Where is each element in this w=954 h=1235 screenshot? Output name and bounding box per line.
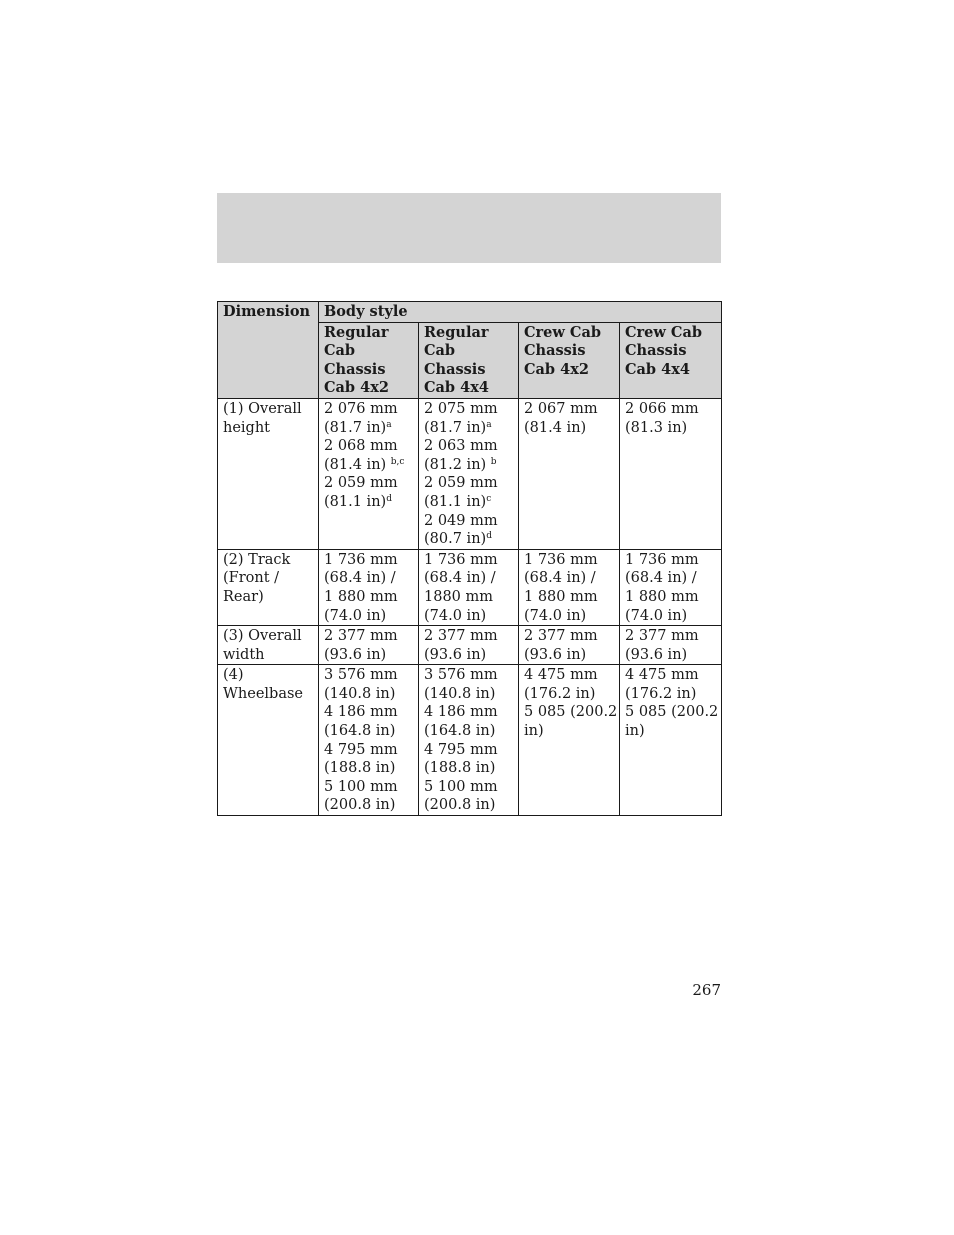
row-label-line: (Front / bbox=[223, 570, 280, 587]
cell-value: (81.1 in) bbox=[424, 493, 487, 510]
cell-value: 4 186 mm bbox=[424, 704, 498, 721]
table-row bbox=[218, 626, 722, 665]
table-body bbox=[218, 398, 722, 815]
cell-value: (68.4 in) / bbox=[324, 570, 396, 587]
cell-value: (200.8 in) bbox=[324, 797, 396, 814]
cell-value: 2 068 mm bbox=[324, 438, 398, 455]
cell-value: 2 076 mm bbox=[324, 400, 398, 417]
cell-value: (200.8 in) bbox=[424, 797, 496, 814]
cell-value: 1 880 mm bbox=[324, 588, 398, 605]
cell-line bbox=[625, 666, 717, 685]
row-label-line: height bbox=[223, 419, 271, 436]
table-cell bbox=[519, 549, 620, 625]
table-cell bbox=[319, 626, 419, 665]
cell-line bbox=[625, 607, 717, 626]
table-row bbox=[218, 398, 722, 549]
cell-line bbox=[324, 627, 414, 646]
cell-line bbox=[424, 400, 514, 419]
cell-value: (68.4 in) / bbox=[524, 570, 596, 587]
table-cell bbox=[620, 549, 722, 625]
cell-line bbox=[324, 474, 414, 493]
cell-value: (140.8 in) bbox=[424, 685, 496, 702]
cell-value: 4 475 mm bbox=[524, 667, 598, 684]
cell-value: 2 377 mm bbox=[625, 628, 699, 645]
cell-line bbox=[324, 778, 414, 797]
cell-value: 5 100 mm bbox=[324, 778, 398, 795]
footnote-marker: d bbox=[386, 493, 392, 504]
cell-line bbox=[424, 796, 514, 815]
page-number: 267 bbox=[692, 981, 721, 999]
cell-line bbox=[324, 607, 414, 626]
cell-line bbox=[424, 569, 514, 588]
cell-line bbox=[625, 685, 717, 704]
column-header bbox=[419, 322, 519, 398]
cell-line bbox=[424, 607, 514, 626]
cell-line bbox=[625, 703, 717, 722]
cell-line bbox=[324, 796, 414, 815]
cell-value: 4 186 mm bbox=[324, 704, 398, 721]
cell-value: 2 059 mm bbox=[324, 475, 398, 492]
cell-value: (74.0 in) bbox=[625, 607, 688, 624]
cell-line bbox=[524, 666, 615, 685]
column-header-line: Cab 4x4 bbox=[625, 360, 690, 378]
footnote-marker: d bbox=[486, 531, 492, 542]
cell-line bbox=[524, 722, 615, 741]
column-header-line: Regular bbox=[324, 323, 389, 341]
cell-line bbox=[524, 569, 615, 588]
section-header-band bbox=[217, 193, 721, 263]
row-label-line: Rear) bbox=[223, 588, 264, 605]
cell-line bbox=[324, 456, 414, 475]
cell-value: (81.7 in) bbox=[324, 419, 387, 436]
cell-line bbox=[424, 722, 514, 741]
cell-line bbox=[625, 627, 717, 646]
cell-line bbox=[324, 741, 414, 760]
column-header-line: Chassis bbox=[324, 360, 386, 378]
cell-value: 4 795 mm bbox=[424, 741, 498, 758]
cell-line bbox=[424, 778, 514, 797]
footnote-marker: b bbox=[490, 456, 497, 467]
dimension-header: Dimension bbox=[218, 302, 319, 399]
cell-line bbox=[424, 419, 514, 438]
cell-value: (93.6 in) bbox=[424, 646, 487, 663]
cell-line bbox=[424, 627, 514, 646]
cell-line bbox=[424, 474, 514, 493]
row-label-line: (2) Track bbox=[223, 551, 291, 568]
cell-value: 5 085 (200.2 bbox=[524, 704, 618, 721]
cell-line bbox=[524, 588, 615, 607]
cell-value: 2 377 mm bbox=[324, 628, 398, 645]
cell-value: (74.0 in) bbox=[424, 607, 487, 624]
cell-value: in) bbox=[524, 723, 544, 740]
cell-value: 5 085 (200.2 bbox=[625, 704, 719, 721]
cell-value: 2 059 mm bbox=[424, 475, 498, 492]
cell-value: (81.1 in) bbox=[324, 493, 387, 510]
cell-value: 2 066 mm bbox=[625, 400, 699, 417]
cell-value: 1 880 mm bbox=[625, 588, 699, 605]
body-style-header: Body style bbox=[319, 302, 722, 323]
table-cell bbox=[620, 398, 722, 549]
table-cell bbox=[519, 398, 620, 549]
cell-line bbox=[424, 493, 514, 512]
cell-value: 2 049 mm bbox=[424, 512, 498, 529]
table-cell bbox=[319, 549, 419, 625]
column-header-line: Regular bbox=[424, 323, 489, 341]
cell-line bbox=[324, 551, 414, 570]
column-header-line: Cab bbox=[424, 342, 456, 360]
cell-value: 2 063 mm bbox=[424, 438, 498, 455]
cell-line bbox=[424, 666, 514, 685]
row-label-line: Wheelbase bbox=[223, 685, 303, 702]
cell-line bbox=[625, 419, 717, 438]
cell-line bbox=[324, 666, 414, 685]
cell-value: 1 736 mm bbox=[424, 551, 498, 568]
footnote-marker: c bbox=[486, 493, 492, 504]
table-row bbox=[218, 665, 722, 816]
row-label bbox=[218, 626, 319, 665]
cell-line bbox=[324, 759, 414, 778]
cell-value: (164.8 in) bbox=[324, 723, 396, 740]
table-cell bbox=[319, 665, 419, 816]
cell-line bbox=[524, 551, 615, 570]
cell-value: (81.4 in) bbox=[324, 456, 391, 473]
cell-value: 4 795 mm bbox=[324, 741, 398, 758]
cell-line bbox=[625, 551, 717, 570]
cell-value: 1 736 mm bbox=[324, 551, 398, 568]
cell-line bbox=[625, 588, 717, 607]
cell-line bbox=[424, 685, 514, 704]
table-cell bbox=[419, 626, 519, 665]
column-header-line: Cab 4x4 bbox=[424, 379, 489, 397]
cell-line bbox=[424, 512, 514, 531]
row-label bbox=[218, 665, 319, 816]
column-header-line: Crew Cab bbox=[625, 323, 703, 341]
cell-value: in) bbox=[625, 723, 645, 740]
cell-line bbox=[524, 646, 615, 665]
cell-line bbox=[424, 551, 514, 570]
cell-value: 1 880 mm bbox=[524, 588, 598, 605]
column-header-line: Chassis bbox=[625, 342, 687, 360]
column-header bbox=[620, 322, 722, 398]
cell-value: (93.6 in) bbox=[524, 646, 587, 663]
cell-value: (80.7 in) bbox=[424, 531, 487, 548]
cell-line bbox=[324, 400, 414, 419]
cell-line bbox=[424, 456, 514, 475]
cell-line bbox=[524, 703, 618, 722]
cell-value: 3 576 mm bbox=[424, 667, 498, 684]
cell-value: (164.8 in) bbox=[424, 723, 496, 740]
row-label-line: (3) Overall bbox=[223, 628, 302, 645]
cell-line bbox=[324, 569, 414, 588]
cell-line bbox=[424, 437, 514, 456]
cell-value: (93.6 in) bbox=[324, 646, 387, 663]
cell-line bbox=[524, 419, 615, 438]
cell-line bbox=[324, 685, 414, 704]
cell-value: (81.3 in) bbox=[625, 419, 688, 436]
column-header-line: Crew Cab bbox=[524, 323, 602, 341]
cell-value: 2 377 mm bbox=[524, 628, 598, 645]
table-cell bbox=[620, 665, 722, 816]
cell-value: (81.4 in) bbox=[524, 419, 587, 436]
cell-line bbox=[424, 530, 514, 549]
column-header bbox=[319, 322, 419, 398]
cell-value: 1 736 mm bbox=[524, 551, 598, 568]
cell-value: (93.6 in) bbox=[625, 646, 688, 663]
cell-value: 3 576 mm bbox=[324, 667, 398, 684]
cell-line bbox=[324, 588, 414, 607]
table-cell bbox=[519, 665, 620, 816]
cell-line bbox=[524, 400, 615, 419]
cell-line bbox=[324, 419, 414, 438]
table-cell bbox=[620, 626, 722, 665]
cell-line bbox=[324, 437, 414, 456]
footnote-marker: a bbox=[386, 419, 392, 430]
cell-line bbox=[524, 685, 615, 704]
column-header-line: Cab 4x2 bbox=[324, 379, 389, 397]
footnote-marker: a bbox=[486, 419, 492, 430]
column-header-line: Chassis bbox=[424, 360, 486, 378]
cell-line bbox=[625, 722, 717, 741]
cell-value: (140.8 in) bbox=[324, 685, 396, 702]
cell-value: 2 377 mm bbox=[424, 628, 498, 645]
column-header-line: Cab 4x2 bbox=[524, 360, 589, 378]
table-header-row bbox=[218, 302, 722, 323]
column-header bbox=[519, 322, 620, 398]
cell-value: (81.7 in) bbox=[424, 419, 487, 436]
cell-value: (188.8 in) bbox=[424, 760, 496, 777]
cell-line bbox=[424, 703, 514, 722]
cell-line bbox=[424, 759, 514, 778]
cell-value: (68.4 in) / bbox=[625, 570, 697, 587]
cell-value: 1880 mm bbox=[424, 588, 494, 605]
cell-line bbox=[625, 569, 717, 588]
footnote-marker: b,c bbox=[390, 456, 405, 467]
table-cell bbox=[319, 398, 419, 549]
row-label bbox=[218, 549, 319, 625]
cell-line bbox=[424, 646, 514, 665]
cell-line bbox=[524, 627, 615, 646]
cell-value: (176.2 in) bbox=[524, 685, 596, 702]
cell-value: (81.2 in) bbox=[424, 456, 491, 473]
cell-value: 2 067 mm bbox=[524, 400, 598, 417]
cell-value: (74.0 in) bbox=[524, 607, 587, 624]
cell-line bbox=[424, 741, 514, 760]
cell-line bbox=[524, 607, 615, 626]
cell-value: 5 100 mm bbox=[424, 778, 498, 795]
cell-line bbox=[625, 646, 717, 665]
dimensions-table bbox=[217, 301, 722, 816]
cell-line bbox=[324, 722, 414, 741]
row-label-line: (4) bbox=[223, 667, 244, 684]
cell-line bbox=[324, 493, 414, 512]
table-cell bbox=[419, 398, 519, 549]
cell-value: (68.4 in) / bbox=[424, 570, 496, 587]
cell-value: (176.2 in) bbox=[625, 685, 697, 702]
column-header-line: Cab bbox=[324, 342, 356, 360]
column-header-line: Chassis bbox=[524, 342, 586, 360]
table-row bbox=[218, 549, 722, 625]
cell-line bbox=[625, 400, 717, 419]
cell-value: (188.8 in) bbox=[324, 760, 396, 777]
cell-value: 1 736 mm bbox=[625, 551, 699, 568]
table-cell bbox=[519, 626, 620, 665]
table-cell bbox=[419, 665, 519, 816]
cell-value: 2 075 mm bbox=[424, 400, 498, 417]
cell-value: (74.0 in) bbox=[324, 607, 387, 624]
cell-value: 4 475 mm bbox=[625, 667, 699, 684]
row-label bbox=[218, 398, 319, 549]
row-label-line: (1) Overall bbox=[223, 400, 302, 417]
cell-line bbox=[324, 646, 414, 665]
cell-line bbox=[424, 588, 514, 607]
table-cell bbox=[419, 549, 519, 625]
row-label-line: width bbox=[223, 646, 265, 663]
cell-line bbox=[324, 703, 414, 722]
